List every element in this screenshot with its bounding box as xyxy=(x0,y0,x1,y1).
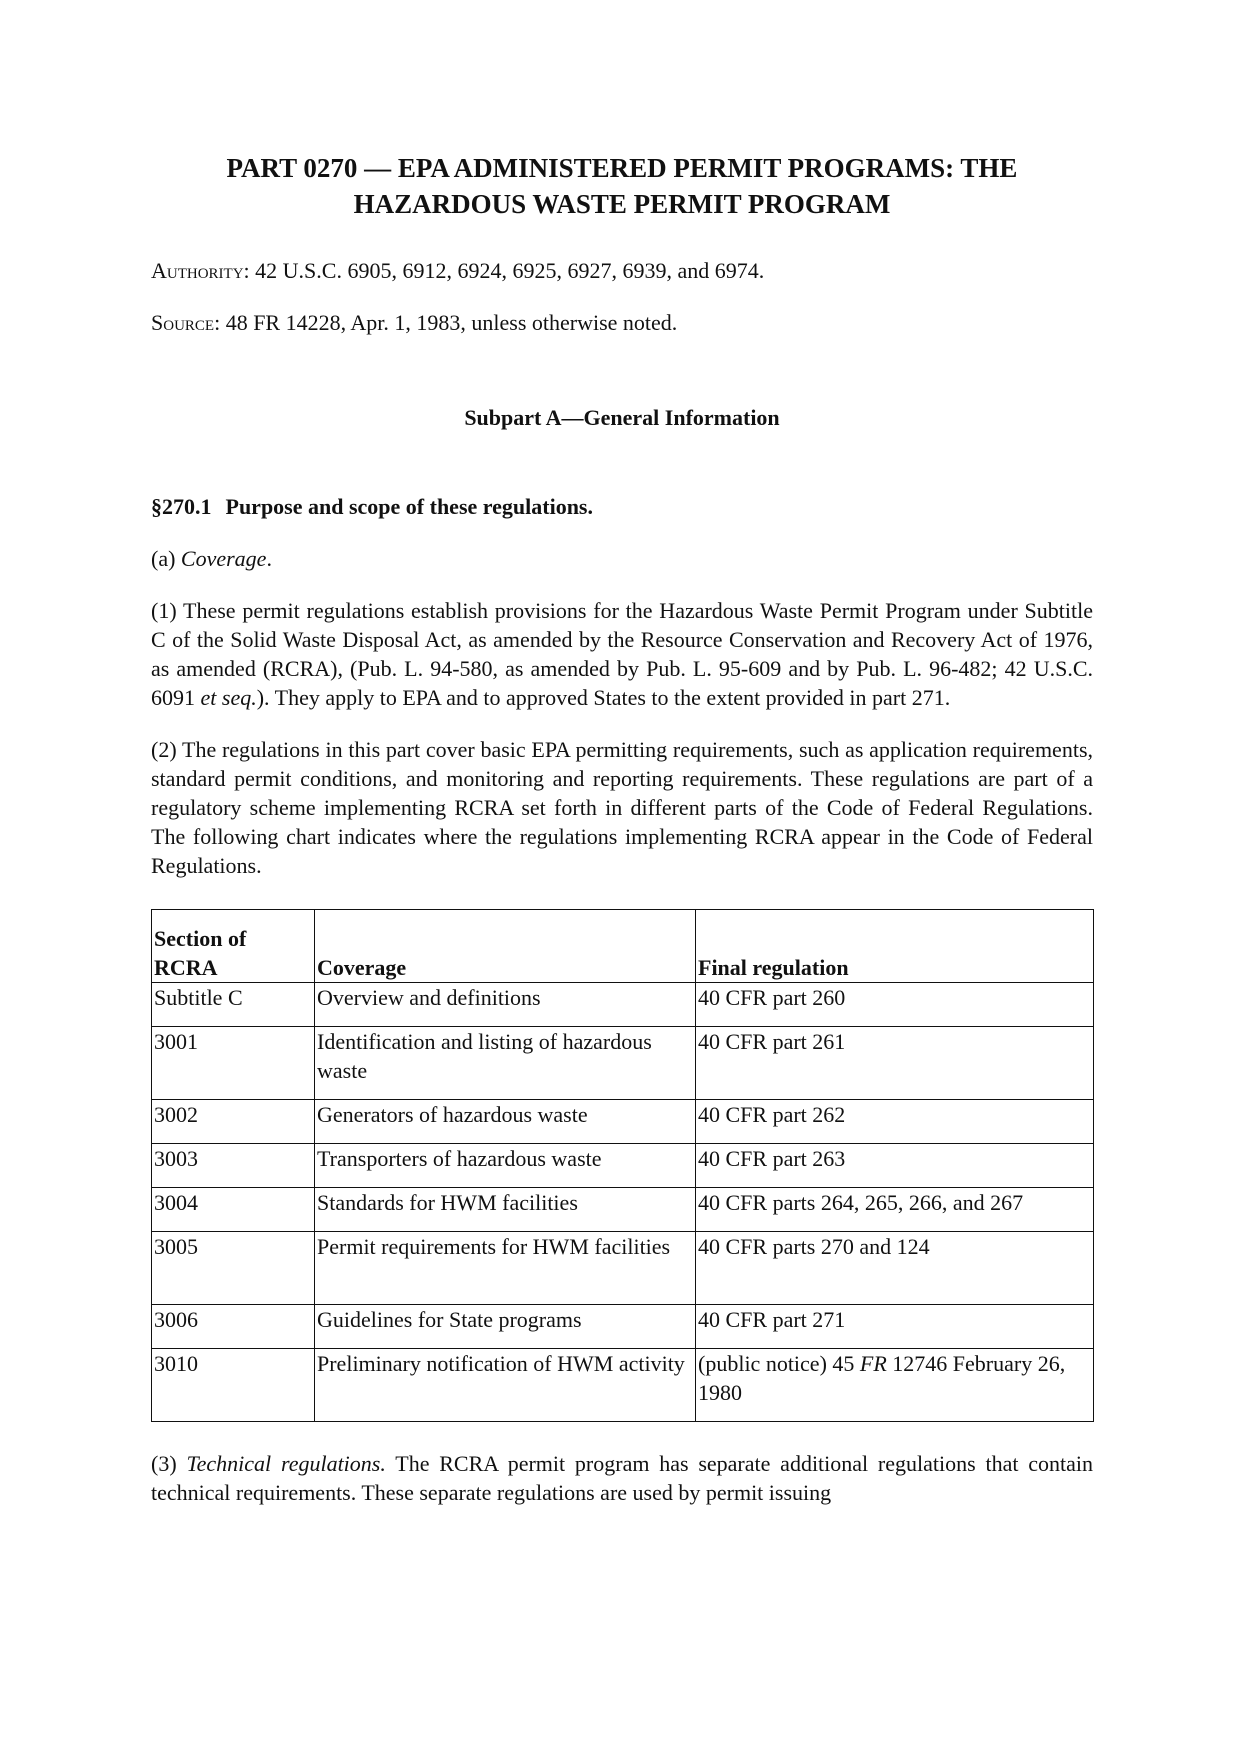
section-heading xyxy=(151,492,1093,521)
paragraph-1 xyxy=(151,596,1093,712)
source-label: Source xyxy=(151,310,215,335)
cell-coverage: Standards for HWM facilities xyxy=(315,1188,696,1232)
cell-section: 3001 xyxy=(152,1027,315,1100)
paragraph-2: (2) The regulations in this part cover basic EPA permitting requirements, such as application requirements, standard permit conditions, and monitoring and reporting requirements. These regulations are part of a regulatory scheme implementing RCRA set forth in different parts of the Code of Federal Regulations. The following chart indicates where the regulations implementing RCRA appear in the Code of Federal Regulations. xyxy=(151,737,1093,878)
cell-regulation: 40 CFR part 260 xyxy=(696,983,1094,1027)
table-row xyxy=(152,983,1094,1027)
regulation-text-before: (public notice) 45 xyxy=(698,1351,860,1376)
cell-section: 3002 xyxy=(152,1100,315,1144)
cell-regulation: 40 CFR part 263 xyxy=(696,1144,1094,1188)
authority-text: : 42 U.S.C. 6905, 6912, 6924, 6925, 6927, 6939, and 6974. xyxy=(243,258,765,283)
cell-regulation: 40 CFR parts 270 and 124 xyxy=(696,1232,1094,1305)
authority-label: Authority xyxy=(151,258,244,283)
paragraph-a-italic: Coverage xyxy=(180,546,267,571)
document-page xyxy=(151,150,1093,1507)
rcra-regulations-table xyxy=(151,909,1094,1422)
cell-section: 3006 xyxy=(152,1305,315,1349)
cell-regulation: 40 CFR part 271 xyxy=(696,1305,1094,1349)
part-title xyxy=(151,150,1093,222)
cell-coverage: Overview and definitions xyxy=(315,983,696,1027)
cell-regulation: 40 CFR part 261 xyxy=(696,1027,1094,1100)
table-row xyxy=(152,1100,1094,1144)
authority-line xyxy=(151,256,1093,285)
regulation-text-after: 12746 February 26, 1980 xyxy=(698,1351,1066,1405)
cell-regulation: 40 CFR part 262 xyxy=(696,1100,1094,1144)
part-title-line1: PART 0270 — EPA ADMINISTERED PERMIT PROGRAMS: THE xyxy=(226,153,1018,183)
source-line xyxy=(151,308,1093,337)
source-text: : 48 FR 14228, Apr. 1, 1983, unless otherwise noted. xyxy=(214,310,678,335)
paragraph-1-italic: et seq. xyxy=(200,685,257,710)
header-coverage: Coverage xyxy=(315,910,696,983)
section-title: Purpose and scope of these regulations. xyxy=(225,494,593,519)
cell-coverage: Generators of hazardous waste xyxy=(315,1100,696,1144)
regulation-fr-italic: FR xyxy=(859,1351,887,1376)
table-row xyxy=(152,1232,1094,1305)
cell-coverage: Preliminary notification of HWM activity xyxy=(315,1349,696,1422)
table-header-row xyxy=(152,910,1094,983)
paragraph-3-italic: Technical regulations. xyxy=(186,1451,386,1476)
paragraph-a-prefix: (a) xyxy=(151,546,181,571)
section-number: §270.1 xyxy=(151,494,212,519)
paragraph-3-prefix: (3) xyxy=(151,1451,187,1476)
header-final-regulation: Final regulation xyxy=(696,910,1094,983)
cell-section: 3004 xyxy=(152,1188,315,1232)
paragraph-1-text-before: (1) These permit regulations establish provisions for the Hazardous Waste Permit Program under Subtitle C of the Solid Waste Disposal Act, as amended by the Resource Conservation and Recovery Act of 1976, as amended (RCRA), (Pub. L. 94-580, as amended by Pub. L. 95-609 and by Pub. L. 96-482; 42 U.S.C. 6091 xyxy=(151,598,1093,710)
table-row xyxy=(152,1188,1094,1232)
cell-section: Subtitle C xyxy=(152,983,315,1027)
cell-section: 3005 xyxy=(152,1232,315,1305)
table-row xyxy=(152,1144,1094,1188)
subpart-heading: Subpart A—General Information xyxy=(464,405,780,430)
table-row xyxy=(152,1305,1094,1349)
table-row xyxy=(152,1027,1094,1100)
header-section-of-rcra: Section of RCRA xyxy=(152,910,315,983)
cell-coverage: Transporters of hazardous waste xyxy=(315,1144,696,1188)
cell-section: 3010 xyxy=(152,1349,315,1422)
paragraph-a-suffix: . xyxy=(266,546,272,571)
paragraph-a xyxy=(151,544,1093,573)
part-title-line2: HAZARDOUS WASTE PERMIT PROGRAM xyxy=(353,189,891,219)
cell-coverage: Identification and listing of hazardous waste xyxy=(315,1027,696,1100)
cell-regulation xyxy=(696,1349,1094,1422)
table-row xyxy=(152,1349,1094,1422)
cell-coverage: Guidelines for State programs xyxy=(315,1305,696,1349)
cell-coverage: Permit requirements for HWM facilities xyxy=(315,1232,696,1305)
paragraph-3-text: The RCRA permit program has separate additional regulations that contain technical requirements. These separate regulations are used by permit issuing xyxy=(151,1451,1093,1505)
cell-regulation: 40 CFR parts 264, 265, 266, and 267 xyxy=(696,1188,1094,1232)
paragraph-1-text-after: ). They apply to EPA and to approved States to the extent provided in part 271. xyxy=(256,685,951,710)
paragraph-3 xyxy=(151,1449,1093,1507)
cell-section: 3003 xyxy=(152,1144,315,1188)
